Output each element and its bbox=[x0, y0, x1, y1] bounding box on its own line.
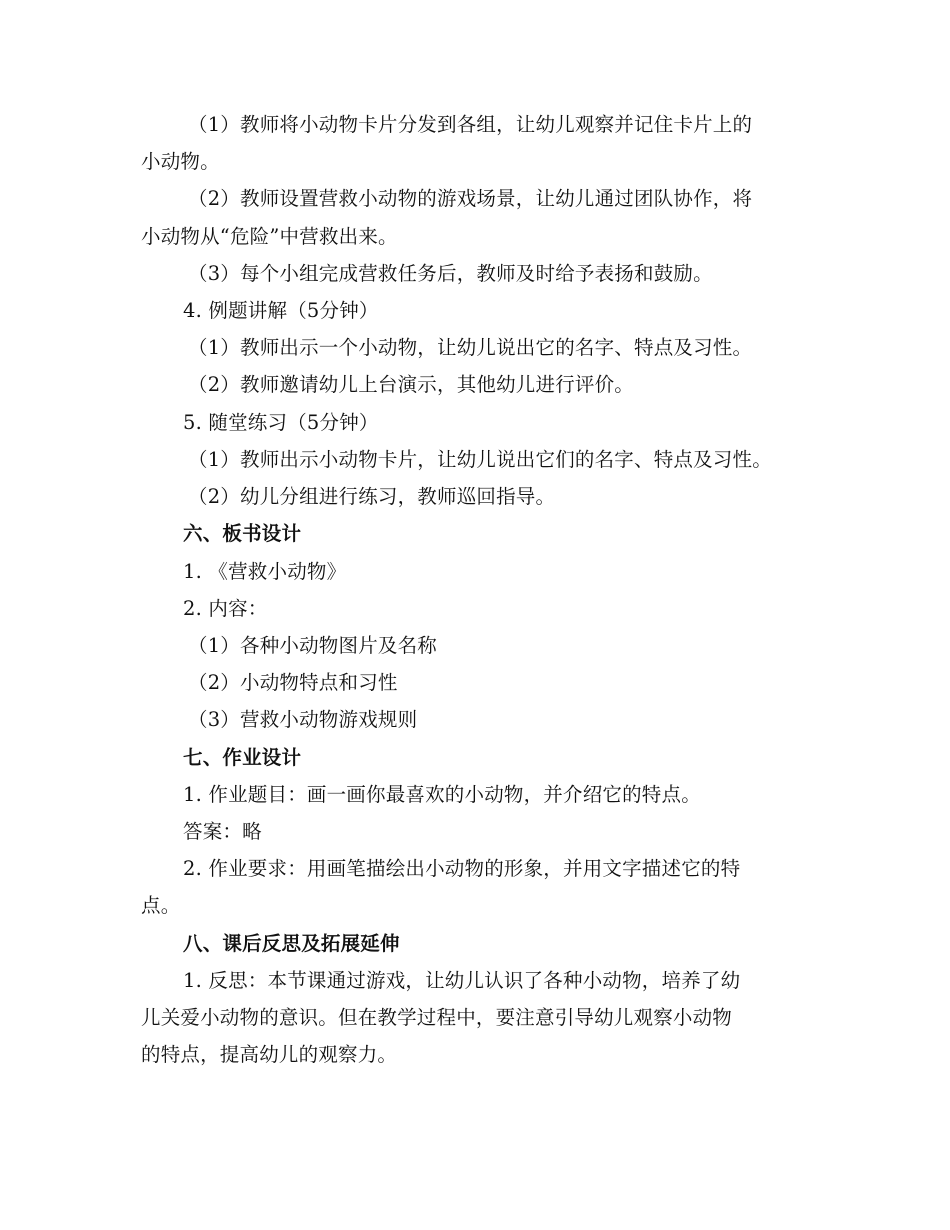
paragraph-line: 答案：略 bbox=[183, 820, 262, 843]
paragraph-line: （3）营救小动物游戏规则 bbox=[188, 708, 418, 731]
paragraph-line: （2）小动物特点和习性 bbox=[188, 671, 398, 694]
paragraph-line: （2）幼儿分组进行练习，教师巡回指导。 bbox=[188, 485, 556, 508]
paragraph-line: （3）每个小组完成营救任务后，教师及时给予表扬和鼓励。 bbox=[188, 262, 713, 285]
section-heading: 八、课后反思及拓展延伸 bbox=[183, 932, 400, 955]
paragraph-line: （2）教师邀请幼儿上台演示，其他幼儿进行评价。 bbox=[188, 373, 635, 396]
paragraph-line: （1）教师出示小动物卡片，让幼儿说出它们的名字、特点及习性。 bbox=[188, 448, 772, 471]
paragraph-line: 1. 反思：本节课通过游戏，让幼儿认识了各种小动物，培养了幼 bbox=[183, 969, 741, 992]
paragraph-line: （1）教师出示一个小动物，让幼儿说出它的名字、特点及习性。 bbox=[188, 336, 753, 359]
paragraph-line: 小动物从“危险”中营救出来。 bbox=[141, 225, 398, 248]
paragraph-line: 1. 作业题目：画一画你最喜欢的小动物，并介绍它的特点。 bbox=[183, 783, 701, 806]
paragraph-line: 的特点，提高幼儿的观察力。 bbox=[141, 1043, 398, 1066]
paragraph-line: 1. 《营救小动物》 bbox=[183, 560, 347, 583]
section-heading: 七、作业设计 bbox=[183, 746, 302, 769]
paragraph-line: 小动物。 bbox=[141, 150, 220, 173]
paragraph-line: 2. 内容： bbox=[183, 597, 268, 620]
paragraph-line: 4. 例题讲解（5分钟） bbox=[183, 299, 379, 322]
section-heading: 六、板书设计 bbox=[183, 522, 302, 545]
paragraph-line: 点。 bbox=[141, 894, 181, 917]
paragraph-line: 儿关爱小动物的意识。但在教学过程中，要注意引导幼儿观察小动物 bbox=[141, 1006, 733, 1029]
paragraph-line: （1）教师将小动物卡片分发到各组，让幼儿观察并记住卡片上的 bbox=[188, 113, 753, 136]
paragraph-line: 5. 随堂练习（5分钟） bbox=[183, 411, 379, 434]
paragraph-line: （1）各种小动物图片及名称 bbox=[188, 634, 438, 657]
paragraph-line: （2）教师设置营救小动物的游戏场景，让幼儿通过团队协作，将 bbox=[188, 187, 753, 210]
paragraph-line: 2. 作业要求：用画笔描绘出小动物的形象，并用文字描述它的特 bbox=[183, 857, 741, 880]
